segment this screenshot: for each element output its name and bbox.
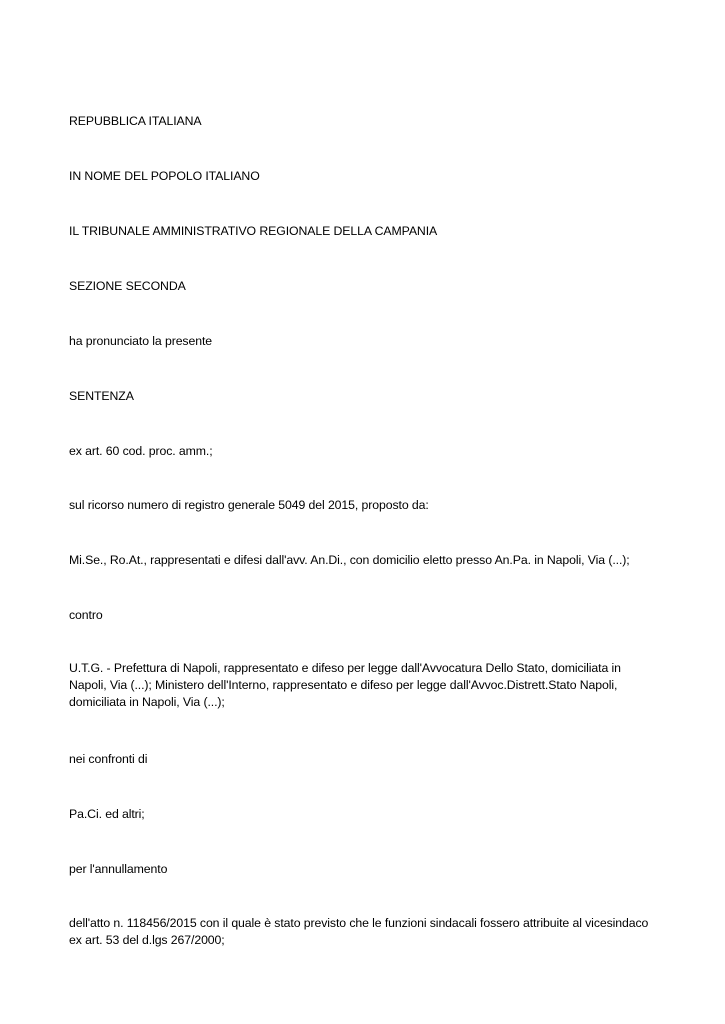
heading-section: SEZIONE SECONDA — [69, 279, 186, 293]
contested-act-paragraph: dell'atto n. 118456/2015 con il quale è stato previsto che le funzioni sindacali fossero attribuite al vicesindaco ex art. 53 del d.lgs 267/2000; — [69, 916, 649, 947]
pronouncement-line: ha pronunciato la presente — [69, 334, 213, 348]
heading-republic: REPUBBLICA ITALIANA — [69, 114, 202, 128]
against-line: contro — [69, 608, 103, 622]
annulment-line: per l'annullamento — [69, 862, 168, 876]
counterparties-line: nei confronti di — [69, 752, 148, 766]
appeal-registry-line: sul ricorso numero di registro generale 5049 del 2015, proposto da: — [69, 498, 429, 512]
heading-court: IL TRIBUNALE AMMINISTRATIVO REGIONALE DELLA CAMPANIA — [69, 224, 438, 238]
heading-sentence: SENTENZA — [69, 389, 134, 403]
heading-people: IN NOME DEL POPOLO ITALIANO — [69, 169, 260, 183]
counterparties-names: Pa.Ci. ed altri; — [69, 807, 145, 821]
legal-basis-line: ex art. 60 cod. proc. amm.; — [69, 444, 213, 458]
respondents-paragraph: U.T.G. - Prefettura di Napoli, rappresentato e difeso per legge dall'Avvocatura Dello Stato, domiciliata in Napoli, Via (...); Ministero dell'Interno, rappresentato e difeso per legge dall'Avvoc.Distrett.Stato Napoli, domiciliata in Napoli, Via (...); — [69, 661, 621, 709]
appellants-paragraph: Mi.Se., Ro.At., rappresentati e difesi dall'avv. An.Di., con domicilio eletto presso An.Pa. in Napoli, Via (...); — [69, 553, 630, 567]
